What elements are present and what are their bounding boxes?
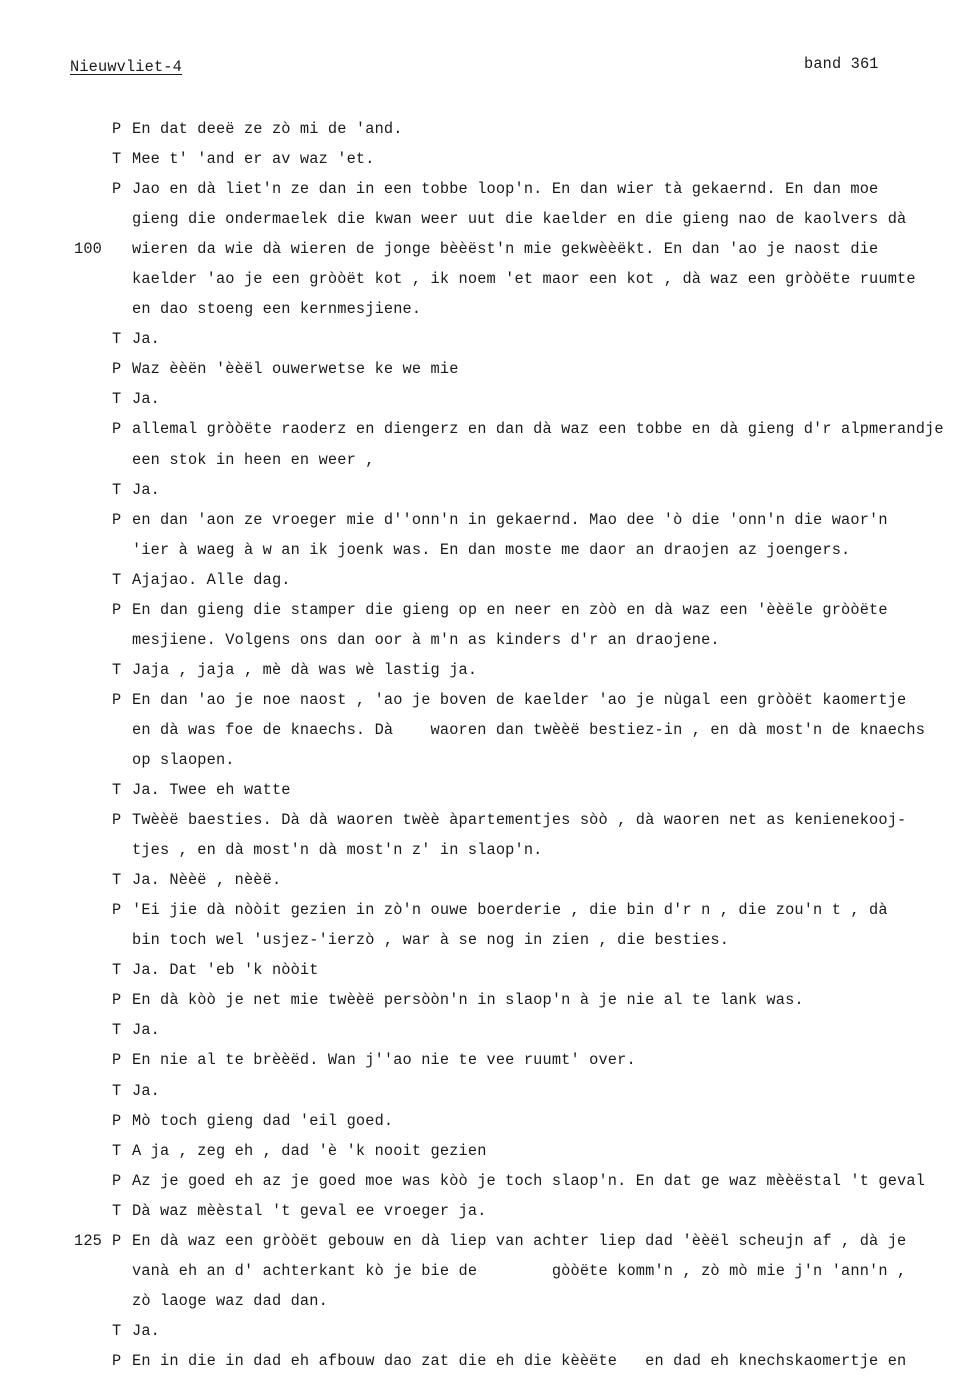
speaker-label: T [112,480,122,499]
line-text: Jaja , jaja , mè dà was wè lastig ja. [132,660,478,679]
speaker-label: T [112,1081,122,1100]
transcript-line [0,179,979,209]
line-text: 'Ei jie dà nòòit gezien in zò'n ouwe boerderie , die bin d'r n , die zou'n t , dà [132,901,888,920]
transcript-line [0,630,979,660]
line-text: zò laoge waz dad dan. [132,1291,328,1310]
speaker-label: T [112,1141,122,1160]
line-text: En nie al te brèèëd. Wan j''ao nie te vee ruumt' over. [132,1051,636,1070]
speaker-label: P [112,901,122,920]
line-number: 125 [74,1231,102,1250]
transcript-line [0,930,979,960]
transcript-line [0,269,979,299]
transcript-line [0,1171,979,1201]
line-text: Ja. [132,1021,160,1040]
line-text: een stok in heen en weer , [132,450,375,469]
line-text: En dà kòò je net mie twèèë persòòn'n in slaop'n à je nie al te lank was. [132,991,804,1010]
speaker-label: T [112,390,122,409]
transcript-line [0,1050,979,1080]
speaker-label: P [112,180,122,199]
line-text: En in die in dad eh afbouw dao zat die eh die kèèëte en dad eh knechskaomertje en [132,1351,907,1370]
line-text: Ja. [132,480,160,499]
transcript-line [0,1321,979,1351]
line-text: Ja. [132,1321,160,1340]
document-title: Nieuwvliet-4 [70,58,182,76]
speaker-label: T [112,1021,122,1040]
line-text: Az je goed eh az je goed moe was kòò je toch slaop'n. En dat ge waz mèèëstal 't geval [132,1171,926,1190]
line-text: Twèèë baesties. Dà dà waoren twèè àpartementjes sòò , dà waoren net as kenienekooj- [132,811,907,830]
line-text: allemal gròòëte raoderz en diengerz en dan dà waz een tobbe en dà gieng d'r alpmerandje [132,420,944,439]
line-text: En dan 'ao je noe naost , 'ao je boven de kaelder 'ao je nùgal een gròòët kaomertje [132,690,907,709]
line-text: En dan gieng die stamper die gieng op en neer en zòò en dà waz een 'èèële gròòëte [132,600,888,619]
speaker-label: P [112,510,122,529]
line-text: Mò toch gieng dad 'eil goed. [132,1111,394,1130]
band-number: band 361 [804,55,879,73]
transcript-line [0,810,979,840]
transcript-line [0,1231,979,1261]
transcript-line [0,450,979,480]
speaker-label: T [112,1321,122,1340]
line-text: Ajajao. Alle dag. [132,570,291,589]
speaker-label: P [112,690,122,709]
line-text: bin toch wel 'usjez-'ierzò , war à se nog in zien , die besties. [132,931,730,950]
transcript-line [0,1351,979,1381]
transcript-line [0,750,979,780]
transcript-line [0,1081,979,1111]
line-text: En dat deeë ze zò mi de 'and. [132,120,403,138]
speaker-label: T [112,150,122,169]
line-text: mesjiene. Volgens ons dan oor à m'n as kinders d'r an draojene. [132,630,720,649]
transcript-line [0,149,979,179]
speaker-label: P [112,360,122,379]
line-text: en dà was foe de knaechs. Dà waoren dan twèèë bestiez-in , en dà most'n de knaechs [132,720,926,739]
speaker-label: T [112,570,122,589]
transcript-line [0,840,979,870]
speaker-label: P [112,1351,122,1370]
line-text: kaelder 'ao je een gròòët kot , ik noem 'et maor een kot , dà waz een gròòëte ruumte [132,270,916,289]
transcript-line [0,870,979,900]
transcript-line [0,1141,979,1171]
speaker-label: T [112,660,122,679]
transcript-line [0,990,979,1020]
transcript-line [0,960,979,990]
transcript-line [0,299,979,329]
transcript-line [0,1261,979,1291]
transcript-line [0,900,979,930]
line-text: En dà waz een gròòët gebouw en dà liep van achter liep dad 'èèël scheujn af , dà je [132,1231,907,1250]
line-text: Jao en dà liet'n ze dan in een tobbe loop'n. En dan wier tà gekaernd. En dan moe [132,180,879,199]
line-text: op slaopen. [132,750,235,769]
line-text: Dà waz mèèstal 't geval ee vroeger ja. [132,1201,487,1220]
transcript-line [0,1111,979,1141]
line-text: vanà eh an d' achterkant kò je bie de gòòëte komm'n , zò mò mie j'n 'ann'n , [132,1261,907,1280]
transcript-line [0,600,979,630]
line-text: A ja , zeg eh , dad 'è 'k nooit gezien [132,1141,487,1160]
line-text: en dan 'aon ze vroeger mie d''onn'n in gekaernd. Mao dee 'ò die 'onn'n die waor'n [132,510,888,529]
line-text: Ja. Nèèë , nèèë. [132,871,282,890]
line-text: Ja. [132,1081,160,1100]
speaker-label: P [112,811,122,830]
line-text: Waz èèën 'èèël ouwerwetse ke we mie [132,360,459,379]
speaker-label: P [112,991,122,1010]
line-text: Ja. Twee eh watte [132,781,291,800]
transcript-line [0,119,979,149]
transcript-line [0,329,979,359]
line-text: Ja. [132,390,160,409]
transcript-line [0,510,979,540]
transcript-line [0,419,979,449]
transcript-line [0,1291,979,1321]
transcript-line [0,480,979,510]
transcript-line [0,570,979,600]
line-number: 100 [74,240,102,259]
speaker-label: T [112,871,122,890]
speaker-label: P [112,1051,122,1070]
speaker-label: P [112,600,122,619]
line-text: Ja. Dat 'eb 'k nòòit [132,961,319,980]
transcript-lines [0,119,979,1381]
line-text: 'ier à waeg à w an ik joenk was. En dan moste me daor an draojen az joengers. [132,540,851,559]
transcript-line [0,720,979,750]
transcript-line [0,359,979,389]
transcript-line [0,239,979,269]
speaker-label: P [112,1171,122,1190]
speaker-label: P [112,1231,122,1250]
line-text: tjes , en dà most'n dà most'n z' in slaop'n. [132,841,543,860]
transcript-line [0,660,979,690]
speaker-label: P [112,420,122,439]
line-text: gieng die ondermaelek die kwan weer uut die kaelder en die gieng nao de kaolvers dà [132,210,907,229]
line-text: Ja. [132,330,160,349]
line-text: Mee t' 'and er av waz 'et. [132,150,375,169]
speaker-label: T [112,1201,122,1220]
transcript-line [0,1020,979,1050]
transcript-line [0,1201,979,1231]
speaker-label: P [112,1111,122,1130]
line-text: en dao stoeng een kernmesjiene. [132,300,422,319]
speaker-label: T [112,330,122,349]
speaker-label: T [112,961,122,980]
speaker-label: T [112,781,122,800]
transcript-line [0,209,979,239]
transcript-line [0,690,979,720]
transcript-line [0,780,979,810]
speaker-label: P [112,120,122,138]
transcript-line [0,389,979,419]
line-text: wieren da wie dà wieren de jonge bèèëst'n mie gekwèèëkt. En dan 'ao je naost die [132,240,879,259]
transcript-line [0,540,979,570]
